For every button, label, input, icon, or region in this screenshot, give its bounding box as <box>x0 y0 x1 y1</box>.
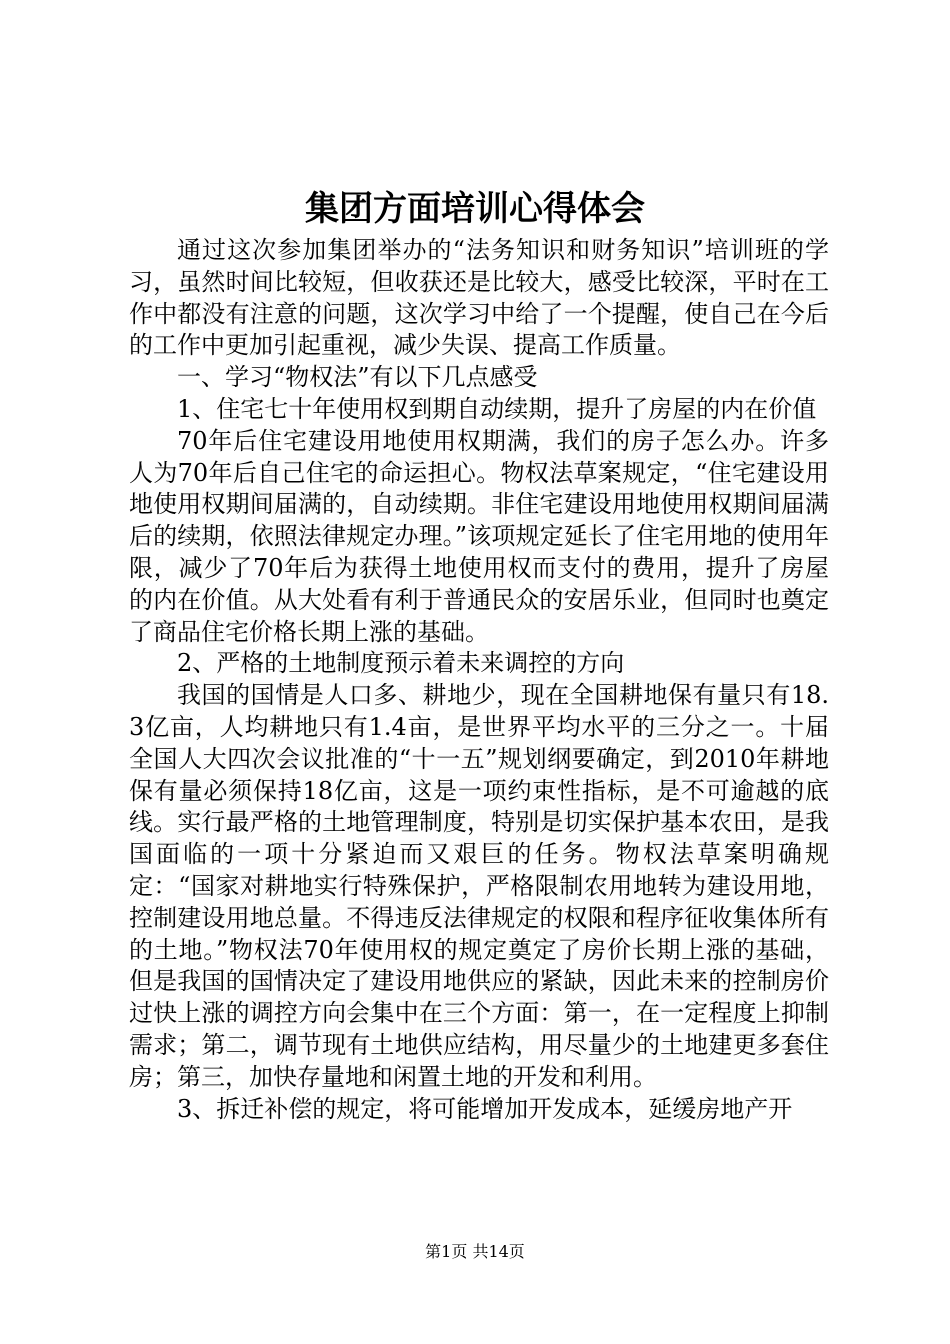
page-number-footer: 第1页 共14页 <box>425 1242 525 1261</box>
subheading-2: 2、严格的土地制度预示着未来调控的方向 <box>177 649 625 678</box>
paragraph-body-1: 70年后住宅建设用地使用权期满，我们的房子怎么办。许多人为70年后自己住宅的命运担心。物权法草案规定，“住宅建设用地使用权期间届满的，自动续期。非住宅建设用地使用权期间届满后的续期，依照法律规定办理。”该项规定延长了住宅用地的使用年限，减少了70年后为获得土地使用权而支付的费用，提升了房屋的内在价值。从大处看有利于普通民众的安居乐业，但同时也奠定了商品住宅价格长期上涨的基础。 <box>129 426 829 646</box>
page-title: 集团方面培训心得体会 <box>305 189 645 229</box>
subheading-1: 1、住宅七十年使用权到期自动续期，提升了房屋的内在价值 <box>177 394 817 423</box>
subheading-3: 3、拆迁补偿的规定，将可能增加开发成本，延缓房地产开 <box>177 1094 793 1123</box>
paragraph-body-2: 我国的国情是人口多、耕地少，现在全国耕地保有量只有18.3亿亩，人均耕地只有1.4亩，是世界平均水平的三分之一。十届全国人大四次会议批准的“十一五”规划纲要确定，到2010年耕地保有量必须保持18亿亩，这是一项约束性指标，是不可逾越的底线。实行最严格的土地管理制度，特别是切实保护基本农田，是我国面临的一项十分紧迫而又艰巨的任务。物权法草案明确规定：“国家对耕地实行特殊保护，严格限制农用地转为建设用地，控制建设用地总量。不得违反法律规定的权限和程序征收集体所有的土地。”物权法70年使用权的规定奠定了房价长期上涨的基础，但是我国的国情决定了建设用地供应的紧缺，因此未来的控制房价过快上涨的调控方向会集中在三个方面：第一，在一定程度上抑制需求；第二，调节现有土地供应结构，用尽量少的土地建更多套住房；第三，加快存量地和闲置土地的开发和利用。 <box>129 681 829 1091</box>
section-heading-1: 一、学习“物权法”有以下几点感受 <box>177 363 538 392</box>
paragraph-intro: 通过这次参加集团举办的“法务知识和财务知识”培训班的学习，虽然时间比较短，但收获还是比较大，感受比较深，平时在工作中都没有注意的问题，这次学习中给了一个提醒，使自己在今后的工作中更加引起重视，减少失误、提高工作质量。 <box>129 236 829 360</box>
document-body <box>129 235 829 1125</box>
